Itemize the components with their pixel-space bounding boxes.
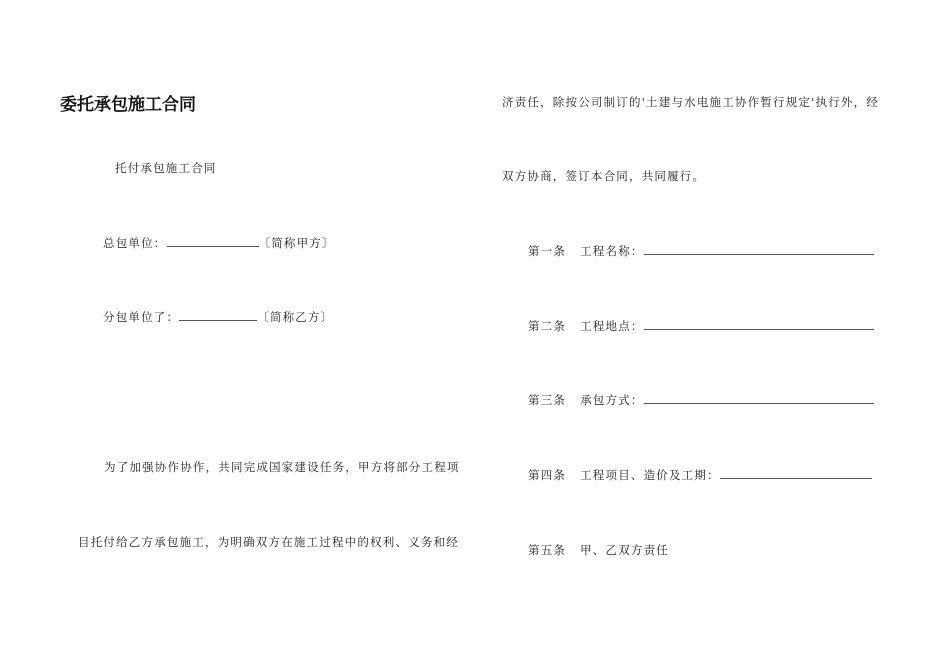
article-blank xyxy=(644,392,874,404)
article-label: 工程名称： xyxy=(580,244,644,258)
article-number: 第五条 xyxy=(528,543,567,557)
subcontractor-line xyxy=(103,309,333,325)
article-2 xyxy=(528,318,874,334)
article-4 xyxy=(528,467,872,483)
subcontractor-note: 〔简称乙方〕 xyxy=(257,310,334,324)
article-blank xyxy=(644,318,874,330)
subcontractor-label: 分包单位了： xyxy=(103,310,180,324)
article-number: 第三条 xyxy=(528,393,567,407)
document-heading: 委托承包施工合同 xyxy=(60,95,196,115)
contractor-note: 〔简称甲方〕 xyxy=(258,236,335,250)
article-label: 承包方式： xyxy=(580,393,644,407)
contractor-line xyxy=(103,235,335,251)
document-subtitle: 托付承包施工合同 xyxy=(115,161,217,175)
article-number: 第一条 xyxy=(528,244,567,258)
article-number: 第四条 xyxy=(528,468,567,482)
article-number: 第二条 xyxy=(528,319,567,333)
paragraph-line-2: 目托付给乙方承包施工，为明确双方在施工过程中的权利、义务和经 xyxy=(78,535,459,549)
paragraph-line-4: 双方协商，签订本合同，共同履行。 xyxy=(502,169,706,183)
article-3 xyxy=(528,392,874,408)
article-blank xyxy=(720,467,872,479)
article-blank xyxy=(644,243,874,255)
paragraph-line-3: 济责任，除按公司制订的'土建与水电施工协作暂行规定'执行外，经 xyxy=(502,95,880,109)
article-label: 工程地点： xyxy=(580,319,644,333)
contractor-blank xyxy=(167,235,259,247)
article-5 xyxy=(528,542,669,558)
article-1 xyxy=(528,243,874,259)
article-label: 甲、乙双方责任 xyxy=(580,543,670,557)
paragraph-line-1: 为了加强协作协作，共同完成国家建设任务，甲方将部分工程项 xyxy=(104,460,460,474)
article-label: 工程项目、造价及工期： xyxy=(580,468,720,482)
subcontractor-blank xyxy=(179,309,257,321)
contractor-label: 总包单位： xyxy=(103,236,167,250)
